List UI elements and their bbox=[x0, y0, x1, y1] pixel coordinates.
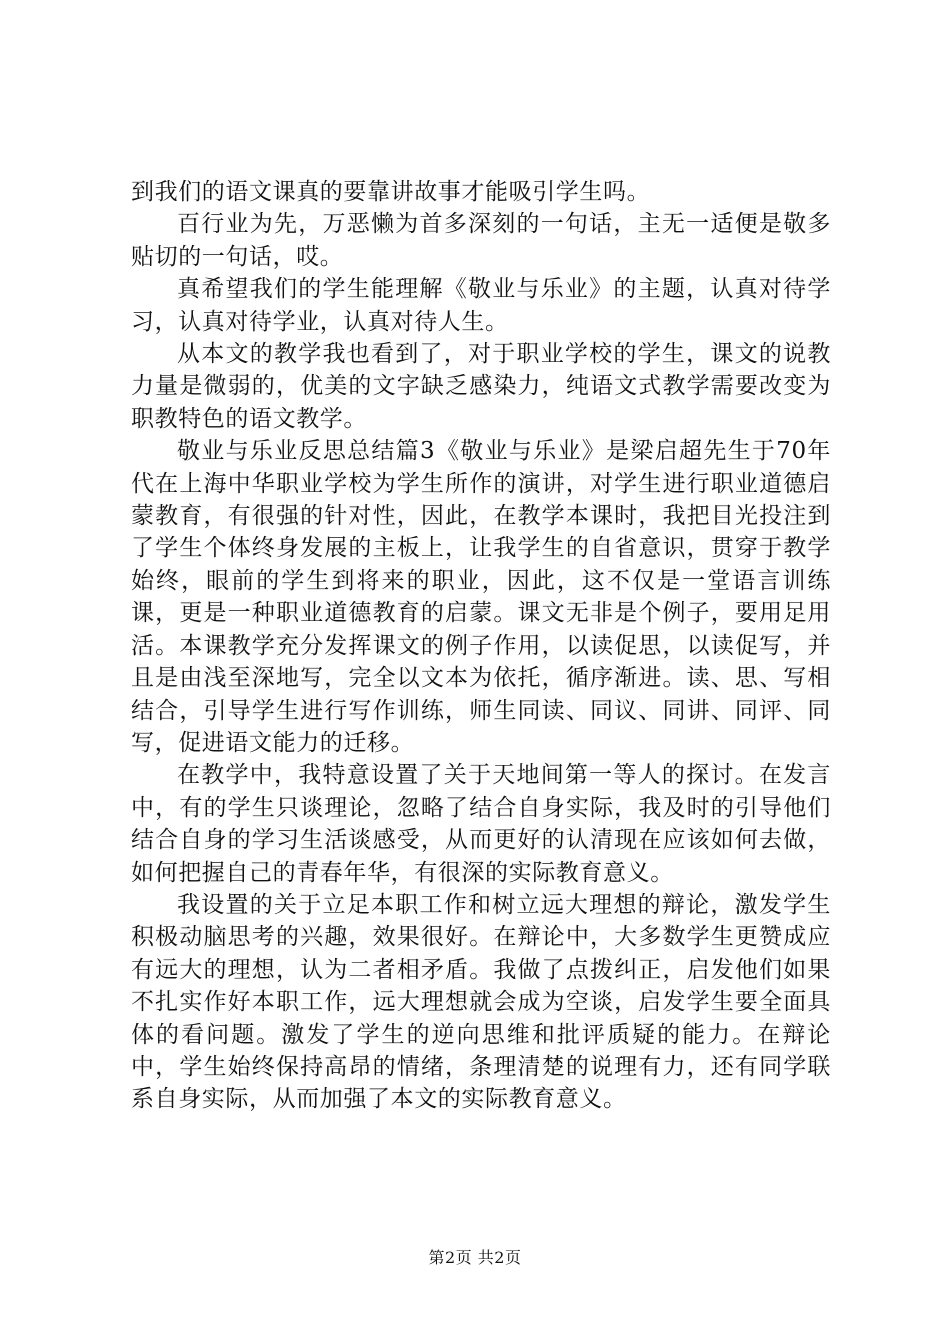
page-footer: 第2页 共2页 bbox=[428, 1248, 522, 1267]
paragraph-continuation: 到我们的语文课真的要靠讲故事才能吸引学生吗。 bbox=[131, 179, 651, 205]
document-body bbox=[131, 176, 831, 1116]
paragraph: 敬业与乐业反思总结篇3《敬业与乐业》是梁启超先生于70年代在上海中华职业学校为学生所作的演讲，对学生进行职业道德启蒙教育，有很强的针对性，因此，在教学本课时，我把目光投注到了学生个体终身发展的主板上，让我学生的自省意识，贯穿于教学始终，眼前的学生到将来的职业，因此，这不仅是一堂语言训练课，更是一种职业道德教育的启蒙。课文无非是个例子，要用足用活。本课教学充分发挥课文的例子作用，以读促思，以读促写，并且是由浅至深地写，完全以文本为依托，循序渐进。读、思、写相结合，引导学生进行写作训练，师生同读、同议、同讲、同评、同写，促进语文能力的迁移。 bbox=[131, 438, 831, 756]
paragraph: 从本文的教学我也看到了，对于职业学校的学生，课文的说教力量是微弱的，优美的文字缺乏感染力，纯语文式教学需要改变为职教特色的语文教学。 bbox=[131, 341, 831, 432]
paragraph: 我设置的关于立足本职工作和树立远大理想的辩论，激发学生积极动脑思考的兴趣，效果很好。在辩论中，大多数学生更赞成应有远大的理想，认为二者相矛盾。我做了点拨纠正，启发他们如果不扎实作好本职工作，远大理想就会成为空谈，启发学生要全面具体的看问题。激发了学生的逆向思维和批评质疑的能力。在辩论中，学生始终保持高昂的情绪，条理清楚的说理有力，还有同学联系自身实际，从而加强了本文的实际教育意义。 bbox=[131, 891, 831, 1113]
paragraph: 真希望我们的学生能理解《敬业与乐业》的主题，认真对待学习，认真对待学业，认真对待人生。 bbox=[131, 276, 831, 335]
paragraph: 百行业为先，万恶懒为首多深刻的一句话，主无一适便是敬多贴切的一句话，哎。 bbox=[131, 211, 831, 270]
paragraph: 在教学中，我特意设置了关于天地间第一等人的探讨。在发言中，有的学生只谈理论，忽略了结合自身实际，我及时的引导他们结合自身的学习生活谈感受，从而更好的认清现在应该如何去做，如何把握自己的青春年华，有很深的实际教育意义。 bbox=[131, 762, 831, 886]
